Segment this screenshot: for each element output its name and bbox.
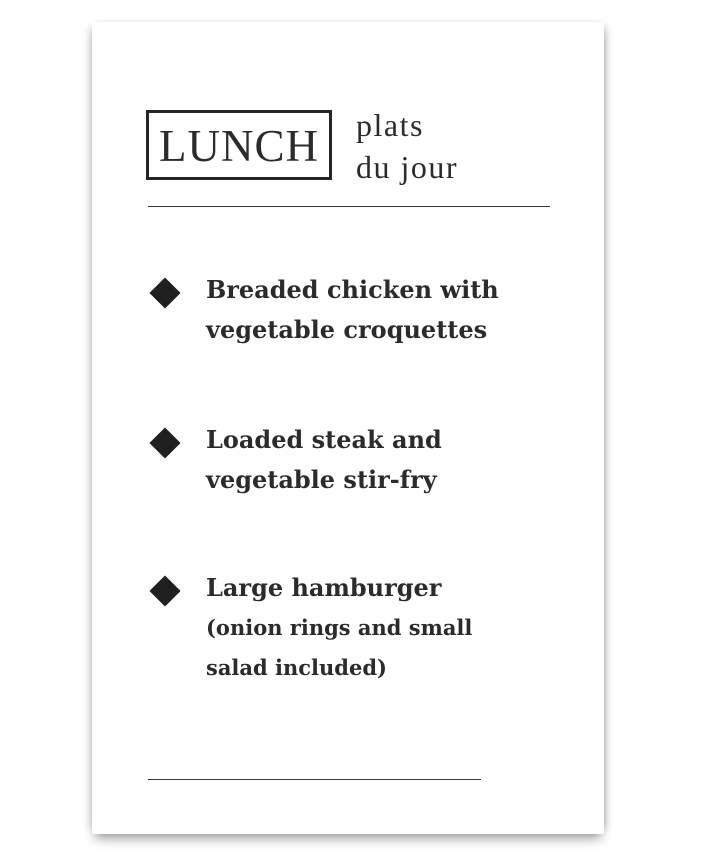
menu-item-line: vegetable stir-fry [206,465,437,494]
bottom-divider [148,779,481,780]
menu-item-text [206,270,586,350]
menu-item-note: (onion rings and small [206,615,473,640]
lunch-title: LUNCH [159,120,319,171]
menu-item-line: vegetable croquettes [206,315,488,344]
top-divider [148,206,550,207]
plats-du-jour-heading [356,104,458,188]
lunch-title-box [146,110,332,180]
menu-item-text [206,568,586,688]
subtitle-line-1: plats [356,107,424,143]
diamond-bullet-icon [149,427,180,458]
menu-item-text [206,420,586,500]
menu-item-line: Large hamburger [206,573,442,602]
menu-item-line: Loaded steak and [206,425,442,454]
diamond-bullet-icon [149,277,180,308]
menu-card [92,22,604,834]
subtitle-line-2: du jour [356,149,459,185]
diamond-bullet-icon [149,575,180,606]
menu-item-note: salad included) [206,655,387,680]
menu-item-line: Breaded chicken with [206,275,499,304]
